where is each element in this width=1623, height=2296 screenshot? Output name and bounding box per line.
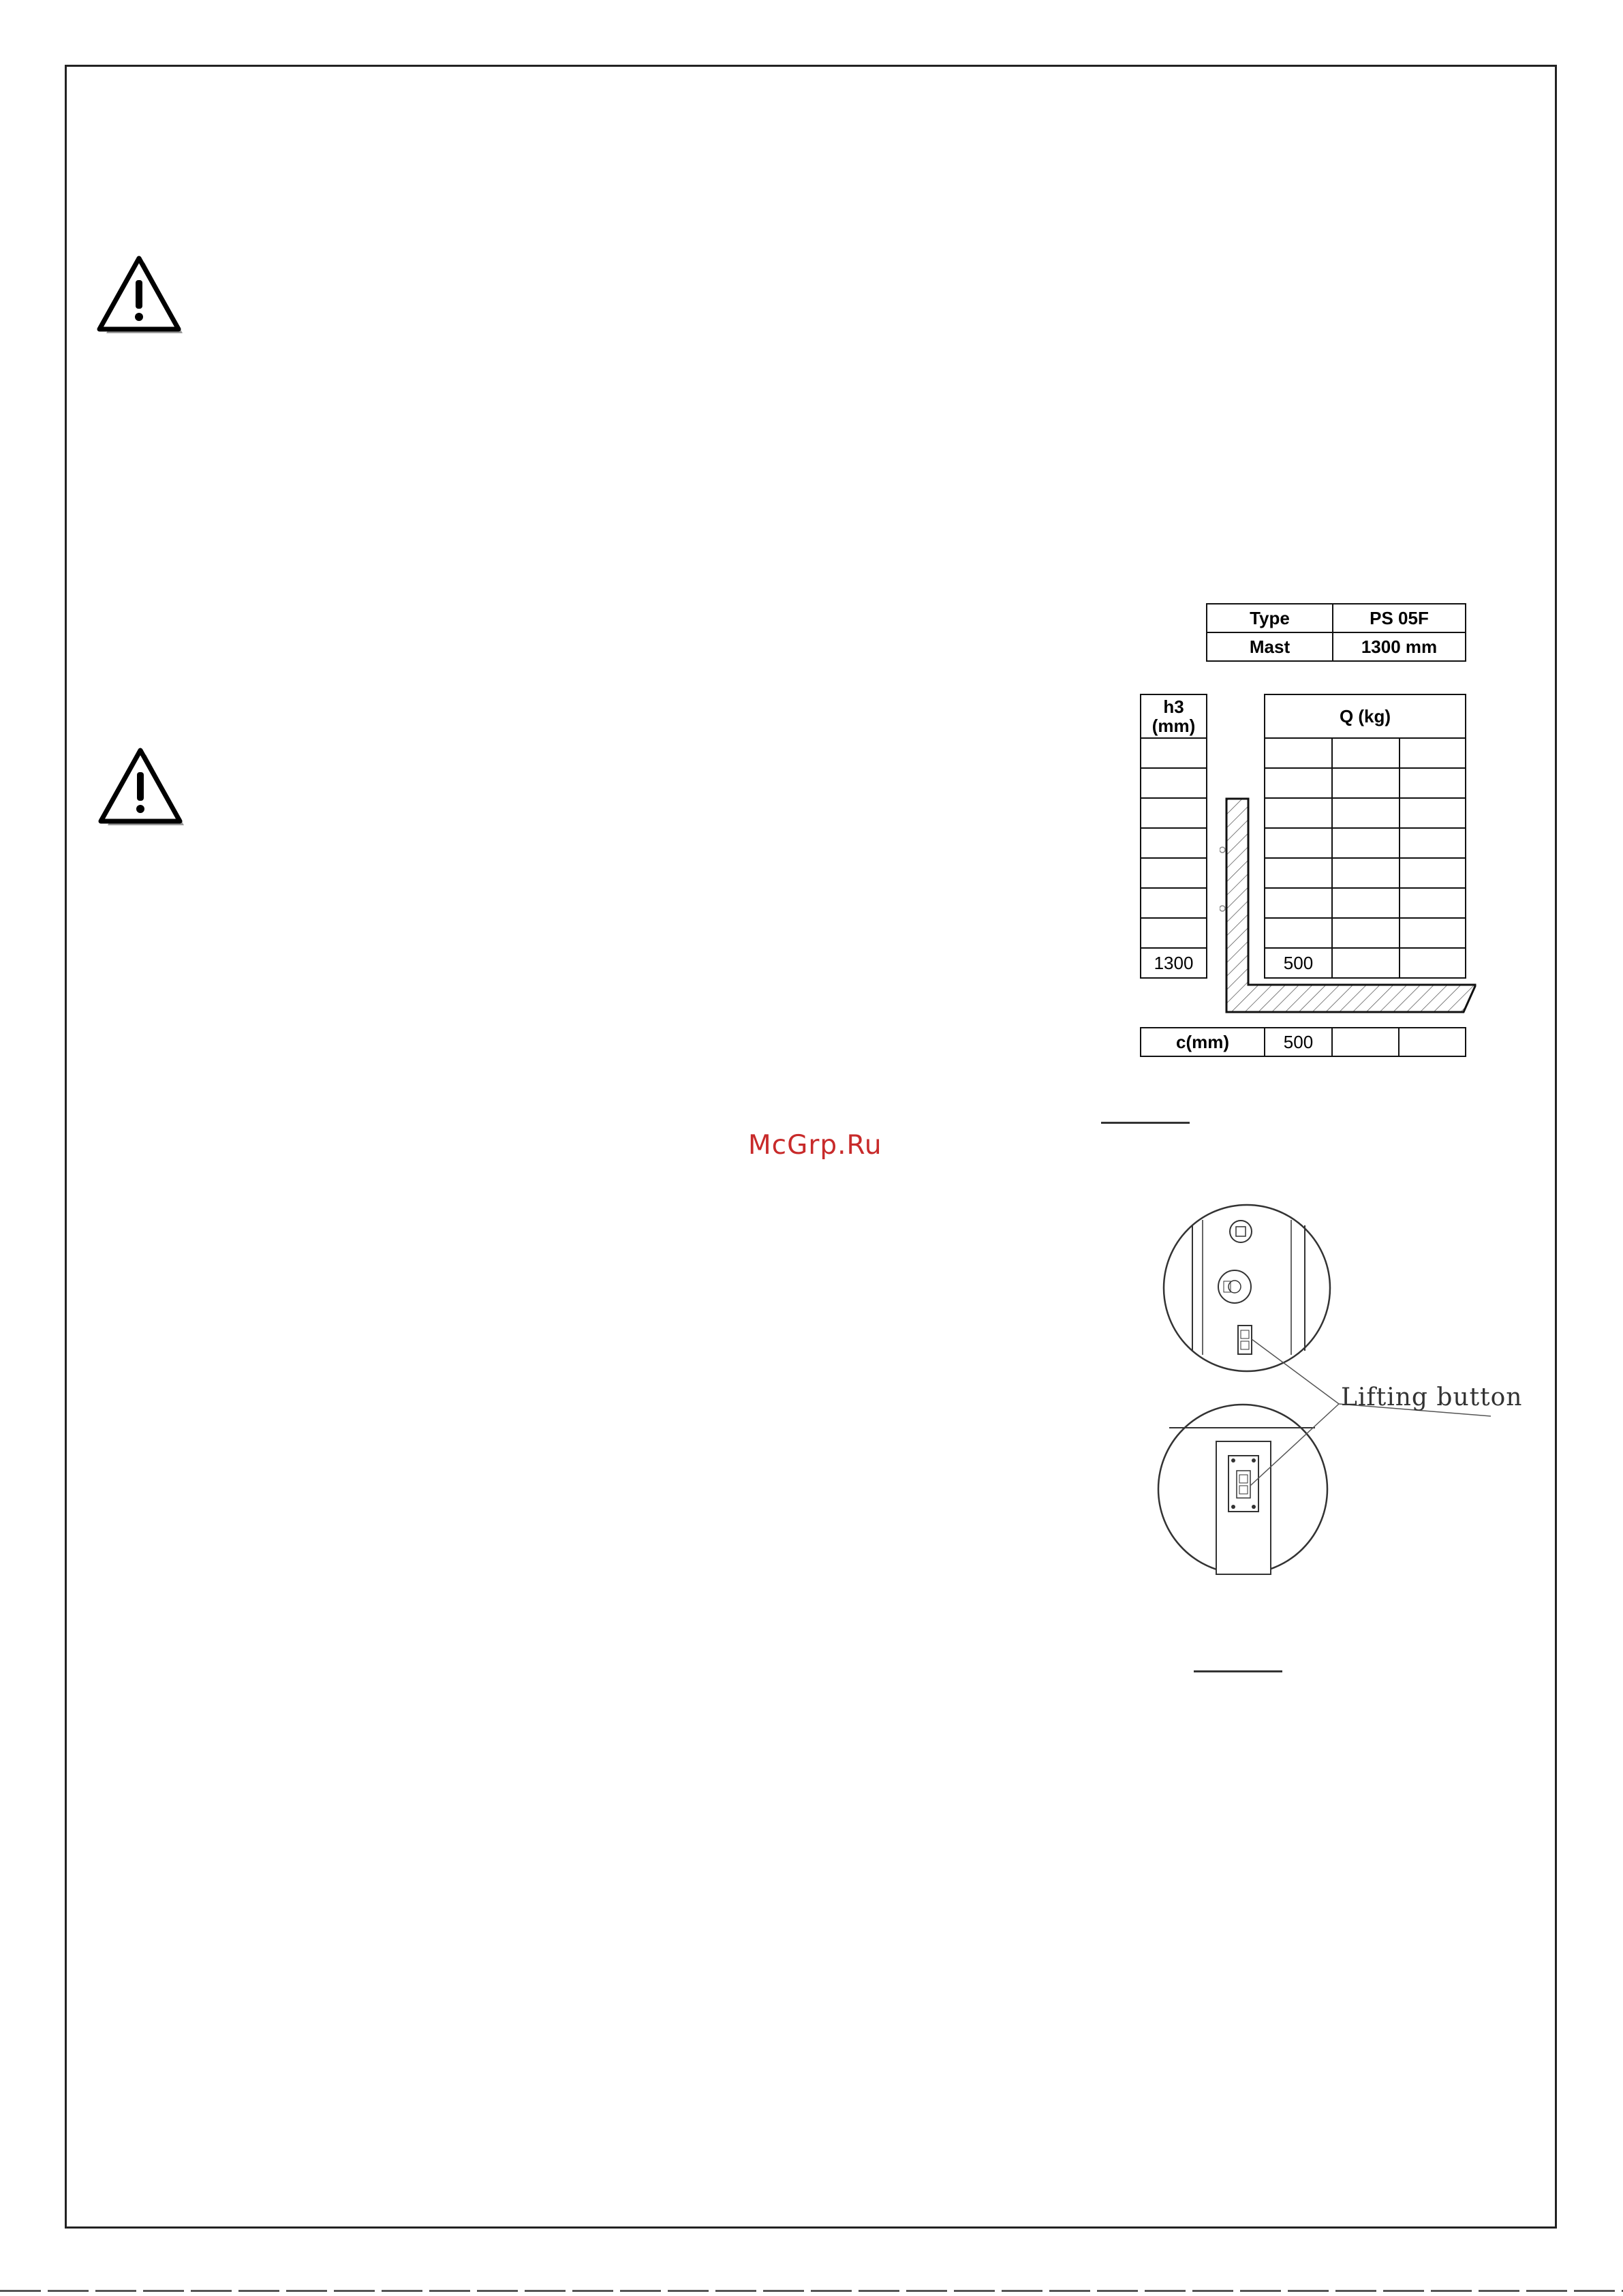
warning-triangle-icon bbox=[97, 748, 185, 828]
c-header: c(mm) bbox=[1141, 1028, 1265, 1056]
h3-table bbox=[1140, 694, 1207, 979]
key-switch-icon bbox=[1230, 1221, 1252, 1242]
bottom-edge bbox=[0, 2290, 1623, 2292]
c-value-cell: 500 bbox=[1265, 1028, 1332, 1056]
h3-value-cell bbox=[1141, 858, 1207, 888]
h3-value-cell bbox=[1141, 828, 1207, 858]
c-table bbox=[1140, 1027, 1466, 1057]
figure-caption-line bbox=[1101, 1122, 1190, 1124]
h3-value-cell bbox=[1141, 798, 1207, 828]
emergency-stop-icon bbox=[1218, 1270, 1251, 1303]
warning-triangle-icon bbox=[95, 256, 184, 336]
h3-value-cell bbox=[1141, 918, 1207, 948]
h3-value-cell bbox=[1141, 768, 1207, 798]
mast-value: 1300 mm bbox=[1333, 632, 1466, 661]
mast-label: Mast bbox=[1207, 632, 1333, 661]
spec-table bbox=[1206, 603, 1466, 662]
watermark: McGrp.Ru bbox=[748, 1130, 882, 1161]
type-label: Type bbox=[1207, 604, 1333, 632]
figure-caption-line bbox=[1194, 1670, 1282, 1672]
h3-value-cell: 1300 bbox=[1141, 948, 1207, 978]
fork-diagram bbox=[1220, 794, 1479, 1019]
q-value-cell bbox=[1400, 738, 1466, 768]
h3-header: h3 (mm) bbox=[1141, 694, 1207, 738]
lifting-button-icon bbox=[1238, 1326, 1252, 1354]
h3-value-cell bbox=[1141, 738, 1207, 768]
lifting-button-label: Lifting button bbox=[1341, 1383, 1523, 1411]
q-value-cell bbox=[1265, 738, 1332, 768]
type-value: PS 05F bbox=[1333, 604, 1466, 632]
q-header: Q (kg) bbox=[1265, 694, 1466, 738]
c-value-cell bbox=[1332, 1028, 1399, 1056]
q-value-cell bbox=[1332, 738, 1400, 768]
q-value-cell: 500 bbox=[1265, 948, 1332, 978]
c-value-cell bbox=[1399, 1028, 1466, 1056]
h3-value-cell bbox=[1141, 888, 1207, 918]
